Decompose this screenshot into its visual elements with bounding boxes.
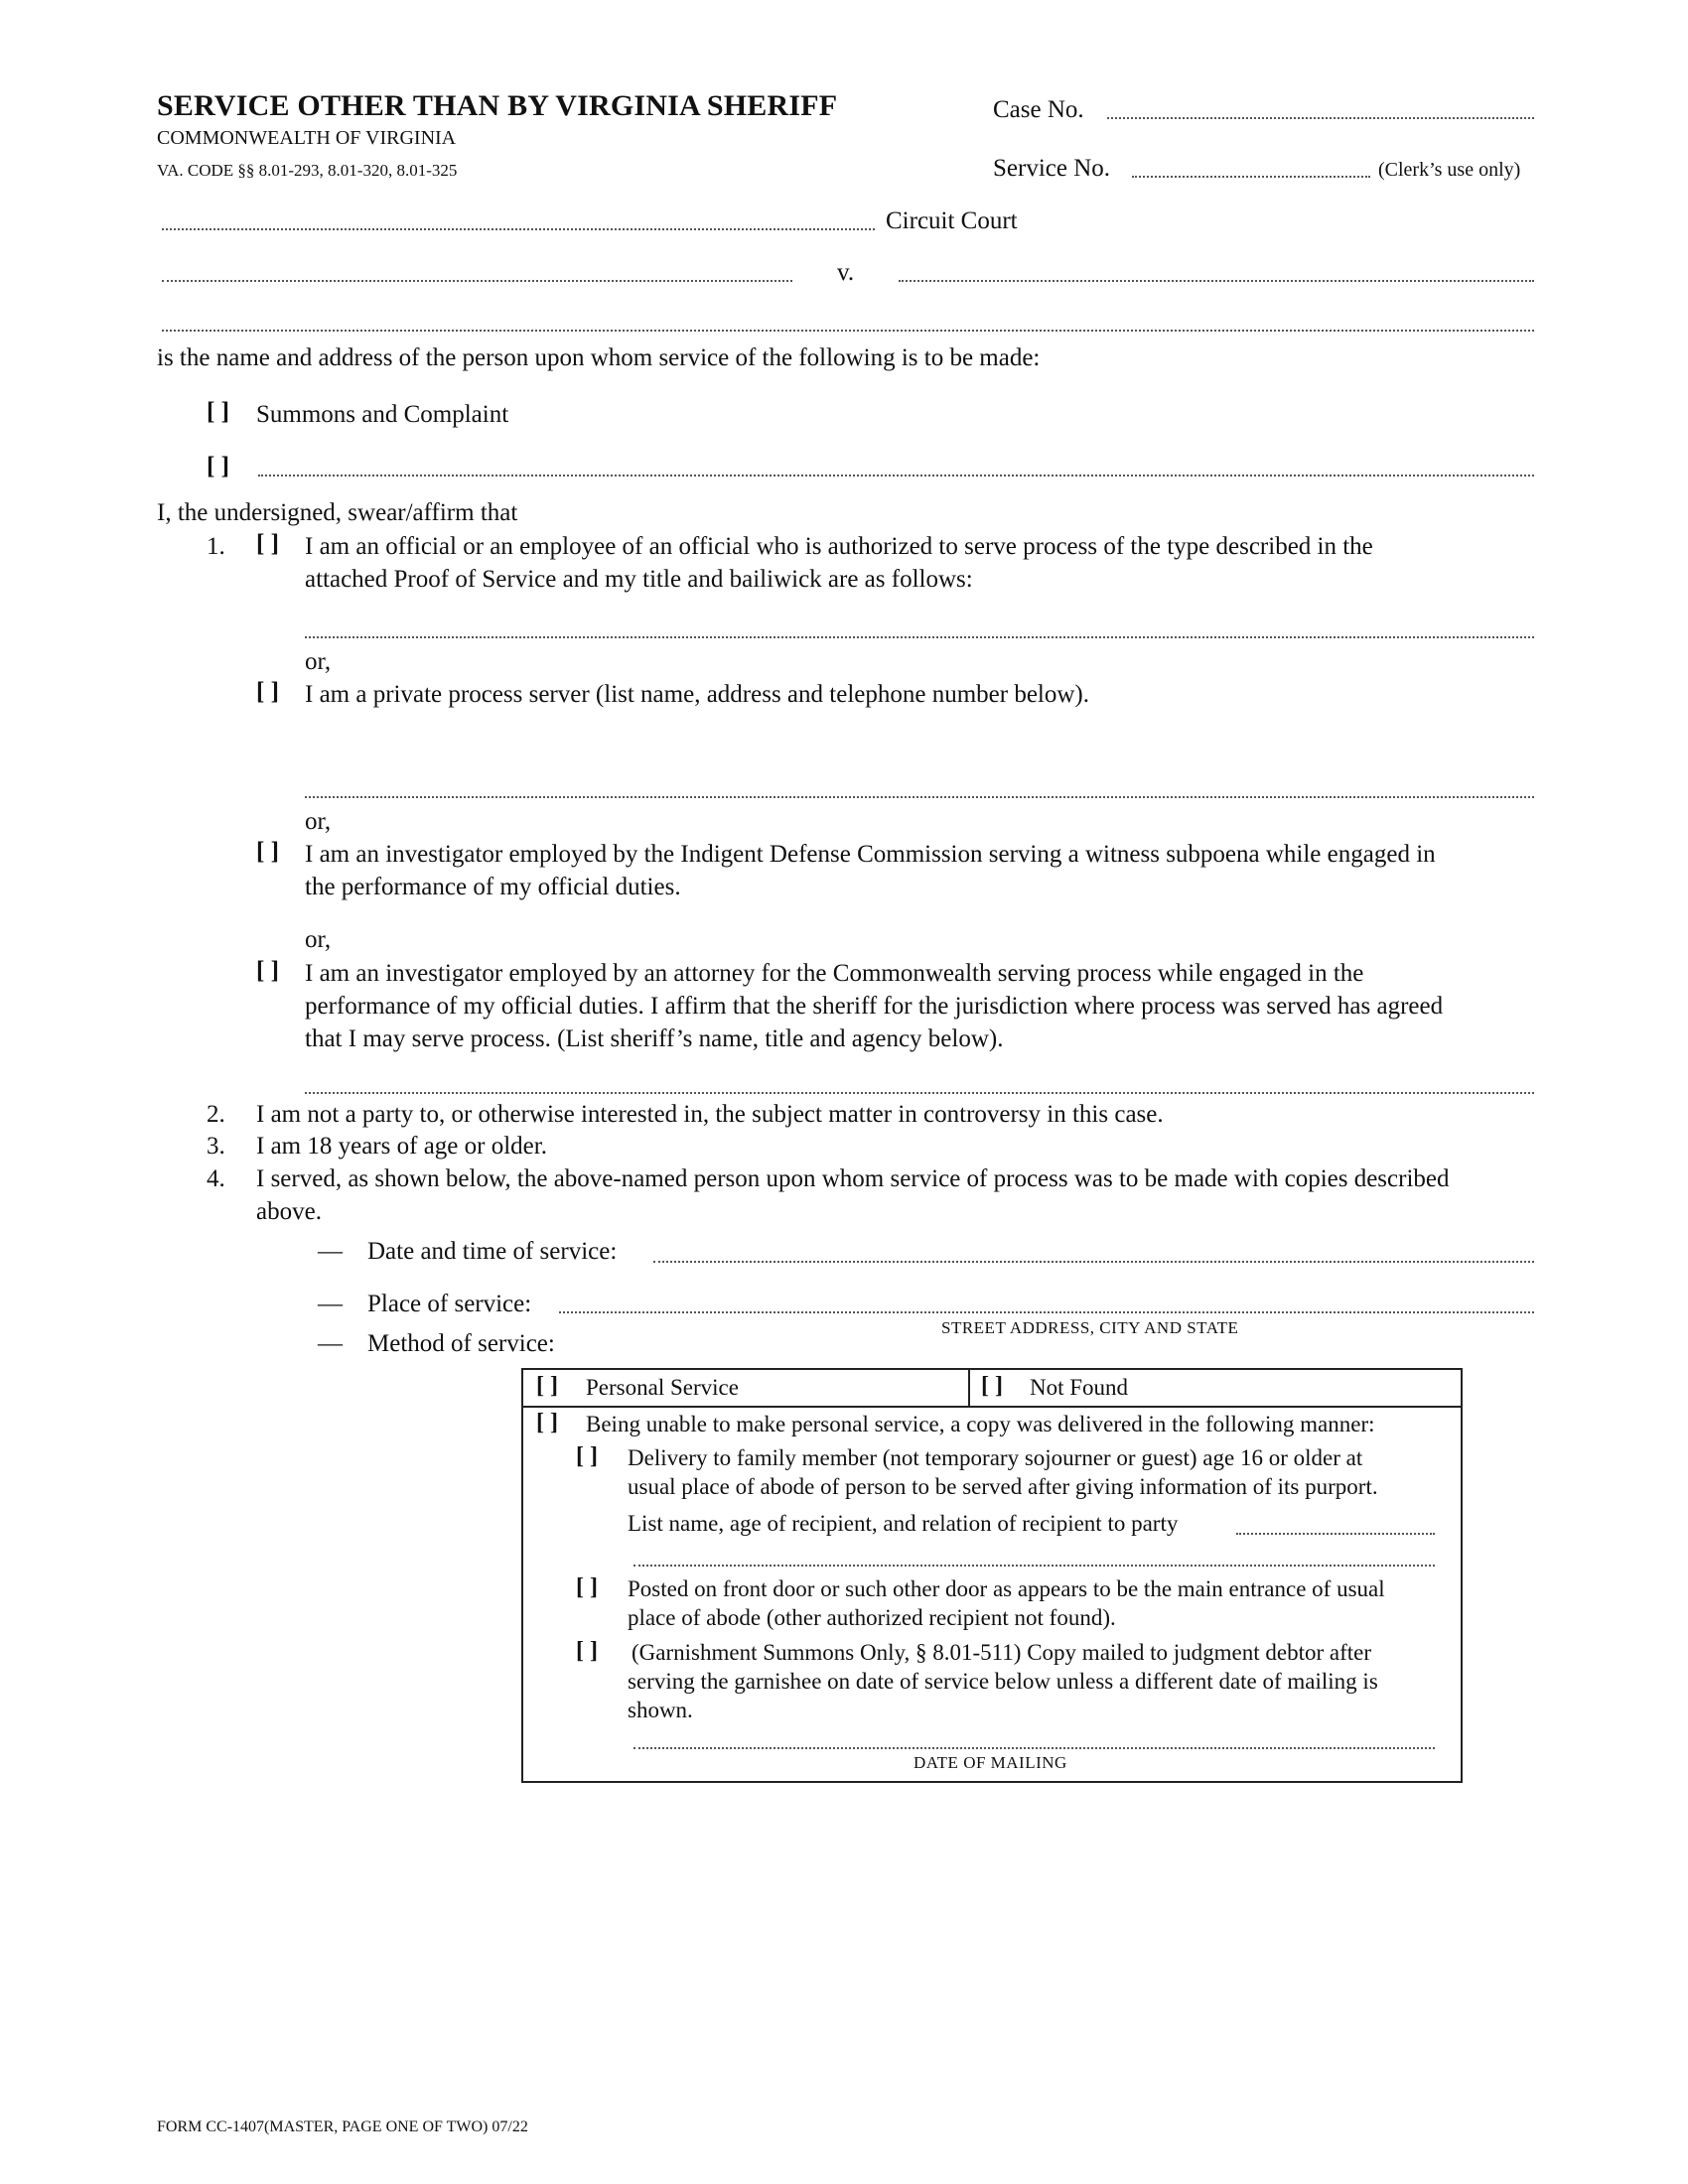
served-text-line1: I served, as shown below, the above-named person upon whom service of process was to be made with copies described [256,1165,1450,1192]
official-text-line2: attached Proof of Service and my title and bailiwick are as follows: [305,566,973,593]
date-dash: — [318,1238,343,1265]
garnishment-line2: serving the garnishee on date of service below unless a different date of mailing is [628,1669,1378,1694]
method-label: Method of service: [367,1330,555,1357]
method-dash: — [318,1330,343,1357]
street-address-caption: STREET ADDRESS, CITY AND STATE [941,1318,1239,1337]
family-member-line2: usual place of abode of person to be served after giving information of its purport. [628,1474,1378,1499]
recipient-info-field[interactable] [1236,1533,1435,1535]
posted-line2: place of abode (other authorized recipient not found). [628,1605,1116,1630]
va-code-label: VA. CODE §§ 8.01-293, 8.01-320, 8.01-325 [157,161,458,180]
date-time-field[interactable] [653,1261,1534,1263]
garnishment-checkbox[interactable]: [ ] [576,1638,598,1664]
swear-text: I, the undersigned, swear/affirm that [157,499,518,526]
not-found-label: Not Found [1030,1375,1129,1400]
idc-text-line1: I am an investigator employed by the Indigent Defense Commission serving a witness subpoena while engaged in [305,841,1436,868]
defendant-field[interactable] [899,280,1534,282]
item-1-number: 1. [207,533,225,560]
served-person-field[interactable] [162,330,1534,332]
official-text-line1: I am an official or an employee of an official who is authorized to serve process of the type described in the [305,533,1373,560]
substitute-service-text: Being unable to make personal service, a copy was delivered in the following manner: [586,1412,1375,1436]
idc-investigator-checkbox[interactable]: [ ] [256,838,279,865]
case-no-field[interactable] [1107,117,1534,119]
posted-line1: Posted on front door or such other door as appears to be the main entrance of usual [628,1576,1385,1601]
or-label-3: or, [305,926,332,953]
official-checkbox[interactable]: [ ] [256,530,279,557]
posted-checkbox[interactable]: [ ] [576,1574,598,1600]
place-label: Place of service: [367,1291,532,1317]
date-of-mailing-field[interactable] [633,1747,1435,1749]
title-bailiwick-field[interactable] [305,636,1534,638]
court-name-field[interactable] [162,228,875,230]
cwa-text-line3: that I may serve process. (List sheriff’s name, title and agency below). [305,1025,1004,1052]
place-field[interactable] [559,1311,1534,1313]
circuit-court-label: Circuit Court [886,207,1018,234]
substitute-service-checkbox[interactable]: [ ] [536,1410,558,1435]
form-title: SERVICE OTHER THAN BY VIRGINIA SHERIFF [157,89,838,122]
method-box-column-divider [968,1368,970,1406]
private-server-checkbox[interactable]: [ ] [256,678,279,705]
service-no-field[interactable] [1132,176,1370,178]
cwa-text-line2: performance of my official duties. I affirm that the sheriff for the jurisdiction where process was served has agreed [305,993,1444,1020]
served-text-line2: above. [256,1198,322,1225]
personal-service-label: Personal Service [586,1375,739,1400]
other-document-field[interactable] [258,475,1534,477]
commonwealth-label: COMMONWEALTH OF VIRGINIA [157,127,457,149]
not-party-text: I am not a party to, or otherwise interested in, the subject matter in controversy in this case. [256,1101,1164,1128]
sheriff-info-field[interactable] [305,1092,1534,1094]
or-label-2: or, [305,808,332,835]
personal-service-checkbox[interactable]: [ ] [536,1373,558,1399]
item-4-number: 4. [207,1165,225,1192]
place-dash: — [318,1291,343,1317]
family-member-checkbox[interactable]: [ ] [576,1443,598,1469]
family-member-line3: List name, age of recipient, and relation of recipient to party [628,1511,1179,1536]
item-2-number: 2. [207,1101,225,1128]
date-time-label: Date and time of service: [367,1238,618,1265]
method-box-divider [521,1406,1463,1408]
garnishment-line1: (Garnishment Summons Only, § 8.01-511) Copy mailed to judgment debtor after [632,1640,1372,1665]
private-server-info-field[interactable] [305,796,1534,798]
item-3-number: 3. [207,1133,225,1160]
service-no-label: Service No. [993,155,1111,182]
plaintiff-field[interactable] [162,280,792,282]
date-of-mailing-caption: DATE OF MAILING [914,1753,1067,1772]
form-id-footer: FORM CC-1407(MASTER, PAGE ONE OF TWO) 07/22 [157,2118,528,2135]
summons-label: Summons and Complaint [256,401,509,428]
versus-label: v. [837,259,855,286]
private-server-text: I am a private process server (list name, address and telephone number below). [305,681,1089,708]
case-no-label: Case No. [993,96,1084,123]
cwa-text-line1: I am an investigator employed by an attorney for the Commonwealth serving process while engaged in the [305,960,1364,987]
recipient-info-field-2[interactable] [633,1565,1435,1567]
age-text: I am 18 years of age or older. [256,1133,547,1160]
other-document-checkbox[interactable]: [ ] [207,453,229,479]
not-found-checkbox[interactable]: [ ] [981,1373,1003,1399]
cwa-investigator-checkbox[interactable]: [ ] [256,957,279,984]
garnishment-line3: shown. [628,1698,693,1722]
or-label-1: or, [305,648,332,675]
name-address-text: is the name and address of the person upon whom service of the following is to be made: [157,344,1041,371]
summons-checkbox[interactable]: [ ] [207,398,229,425]
family-member-line1: Delivery to family member (not temporary sojourner or guest) age 16 or older at [628,1445,1363,1470]
idc-text-line2: the performance of my official duties. [305,874,681,900]
clerks-use-note: (Clerk’s use only) [1378,159,1521,181]
